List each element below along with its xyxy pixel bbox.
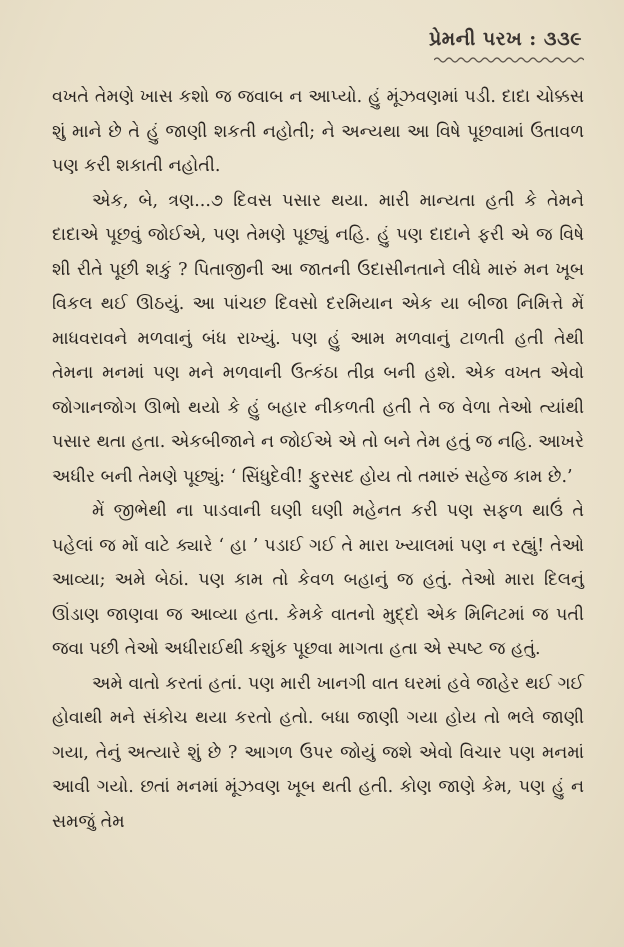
- wavy-rule-ornament: [434, 56, 584, 64]
- paragraph-2: એક, બે, ત્રણ...૭ દિવસ પસાર થયા. મારી માન્યતા હતી કે તેમને દાદાએ પૂછવું જોઈએ, પણ તેમણે પૂછ્યું નહિ. હું પણ દાદાને ફરી એ જ વિષે શી રીતે પૂછી શકું ? પિતાજીની આ જાતની ઉદાસીનતાને લીધે મારું મન ખૂબ વિકલ થઈ ઊઠયું. આ પાંચછ દિવસો દરમિયાન એક યા બીજા નિમિત્તે મેં માધવરાવને મળવાનું બંધ રાખ્યું. પણ હું આમ મળવાનું ટાળતી હતી તેથી તેમના મનમાં પણ મને મળવાની ઉત્કંઠા તીવ્ર બની હશે. એક વખત એવો જોગાનજોગ ઊભો થયો કે હું બહાર નીકળતી હતી તે જ વેળા તેઓ ત્યાંથી પસાર થતા હતા. એકબીજાને ન જોઈએ એ તો બને તેમ હતું જ નહિ. આખરે અધીર બની તેમણે પૂછ્યું: ‘ સિંધુદેવી! ફુરસદ હોય તો તમારું સહેજ કામ છે.’: [52, 190, 584, 487]
- paragraph-1: વખતે તેમણે ખાસ કશો જ જવાબ ન આપ્યો. હું મૂંઝવણમાં પડી. દાદા ચોક્કસ શું માને છે તે હું જાણી શકતી નહોતી; ને અન્યથા આ વિષે પૂછવામાં ઉતાવળ પણ કરી શકાતી નહોતી.: [52, 87, 584, 176]
- paragraph-3: મેં જીભેથી ના પાડવાની ઘણી ઘણી મહેનત કરી પણ સફળ થાઉં તે પહેલાં જ મોં વાટે ક્યારે ‘ હા ’ પડાઈ ગઈ તે મારા ખ્યાલમાં પણ ન રહ્યું! તેઓ આવ્યા; અમે બેઠાં. પણ કામ તો કેવળ બહાનું જ હતું. તેઓ મારા દિલનું ઊંડાણ જાણવા જ આવ્યા હતા. કેમકે વાતનો મુદ્દો એક મિનિટમાં જ પતી જવા પછી તેઓ અધીરાઈથી કશુંક પૂછવા માગતા હતા એ સ્પષ્ટ જ હતું.: [52, 501, 584, 659]
- running-head: પ્રેમની પરખ : ૩૩૯: [428, 28, 582, 50]
- paragraph-4: અમે વાતો કરતાં હતાં. પણ મારી ખાનગી વાત ઘરમાં હવે જાહેર થઈ ગઈ હોવાથી મને સંકોચ થયા કરતો હતો. બધા જાણી ગયા હોય તો ભલે જાણી ગયા, તેનું અત્યારે શું છે ? આગળ ઉપર જોયું જશે એવો વિચાર પણ મનમાં આવી ગયો. છતાં મનમાં મૂંઝવણ ખૂબ થતી હતી. કોણ જાણે કેમ, પણ હું ન સમજું તેમ: [52, 673, 584, 832]
- body-text: [52, 80, 584, 839]
